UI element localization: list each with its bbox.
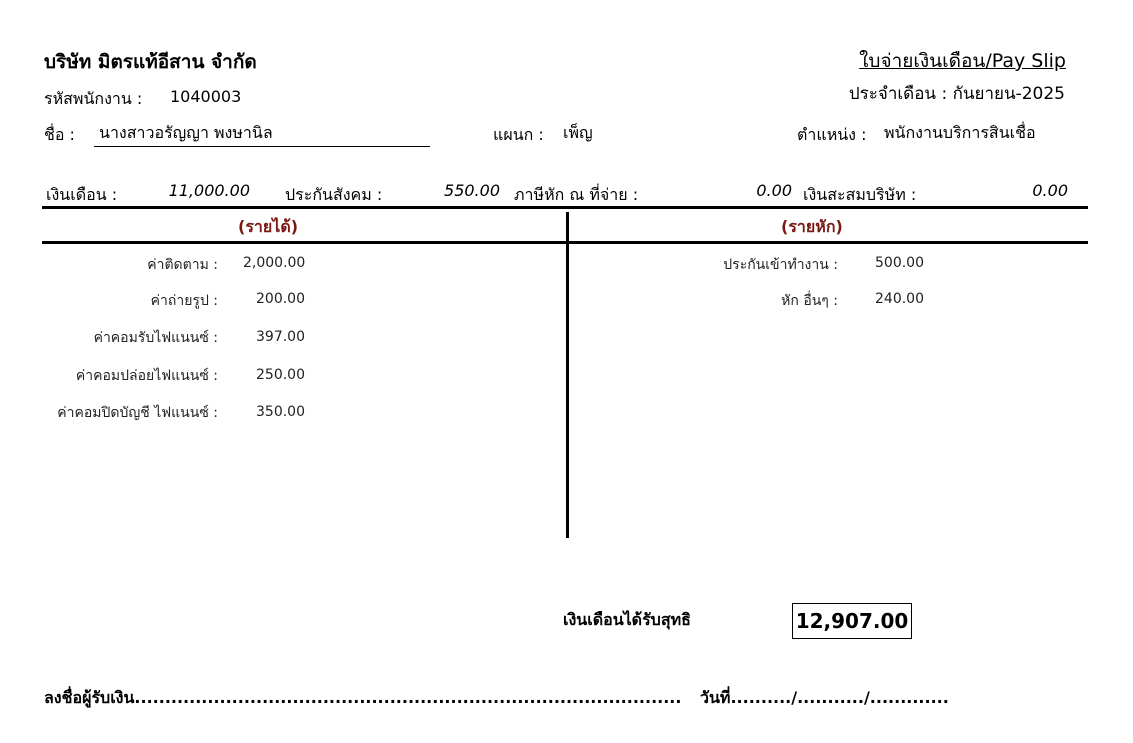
salary-label: เงินเดือน :: [46, 185, 118, 204]
pay-period-value: กันยายน-2025: [952, 84, 1065, 104]
company-fund-label: เงินสะสมบริษัท :: [803, 185, 917, 204]
income-item-label: ค่าคอมรับไฟแนนซ์ :: [93, 330, 218, 346]
company-fund-value: 0.00: [1032, 181, 1068, 200]
income-item-label: ค่าคอมปล่อยไฟแนนซ์ :: [75, 368, 218, 384]
income-item-value: 2,000.00: [243, 255, 306, 271]
name-underline: [94, 146, 430, 147]
deductions-heading: (รายหัก): [781, 217, 843, 236]
department-value: เพ็ญ: [563, 123, 593, 142]
position-label: ตำแหน่ง :: [797, 125, 867, 144]
income-item-value: 200.00: [256, 291, 305, 307]
income-item-value: 350.00: [256, 404, 305, 420]
income-item-label: ค่าคอมปิดบัญชี ไฟแนนซ์ :: [57, 405, 218, 421]
department-label: แผนก :: [493, 125, 544, 144]
document-title: ใบจ่ายเงินเดือน/Pay Slip: [859, 50, 1066, 72]
income-item-label: ค่าติดตาม :: [147, 257, 218, 273]
social-security-label: ประกันสังคม :: [285, 185, 383, 204]
position-value: พนักงานบริการสินเชื่อ: [884, 123, 1036, 142]
net-pay-label: เงินเดือนได้รับสุทธิ: [563, 610, 691, 629]
table-top-rule: [42, 206, 1088, 209]
name-value: นางสาวอรัญญา พงษานิล: [99, 123, 273, 142]
column-divider: [566, 212, 569, 538]
deduction-item-label: ประกันเข้าทำงาน :: [723, 257, 838, 273]
table-header-rule: [42, 241, 1088, 244]
withholding-tax-value: 0.00: [756, 181, 792, 200]
income-heading: (รายได้): [238, 217, 299, 236]
company-name: บริษัท มิตรแท้อีสาน จำกัด: [44, 51, 257, 73]
income-item-value: 250.00: [256, 367, 305, 383]
deduction-item-label: หัก อื่นๆ :: [781, 293, 838, 309]
pay-period-label: ประจำเดือน :: [848, 84, 948, 104]
income-item-label: ค่าถ่ายรูป :: [150, 293, 218, 309]
deduction-item-value: 500.00: [875, 255, 924, 271]
deduction-item-value: 240.00: [875, 291, 924, 307]
signature-line: ลงชื่อผู้รับเงิน..........................................................................................: [44, 688, 682, 707]
date-line: วันที่........../.........../.............: [700, 688, 949, 707]
employee-id-label: รหัสพนักงาน :: [44, 89, 143, 108]
withholding-tax-label: ภาษีหัก ณ ที่จ่าย :: [514, 185, 639, 204]
social-security-value: 550.00: [444, 181, 500, 200]
income-item-value: 397.00: [256, 329, 305, 345]
employee-id-value: 1040003: [170, 87, 242, 106]
pay-period: [849, 80, 1065, 107]
net-pay-value: 12,907.00: [792, 603, 912, 639]
salary-value: 11,000.00: [168, 181, 250, 200]
name-label: ชื่อ :: [44, 125, 75, 144]
